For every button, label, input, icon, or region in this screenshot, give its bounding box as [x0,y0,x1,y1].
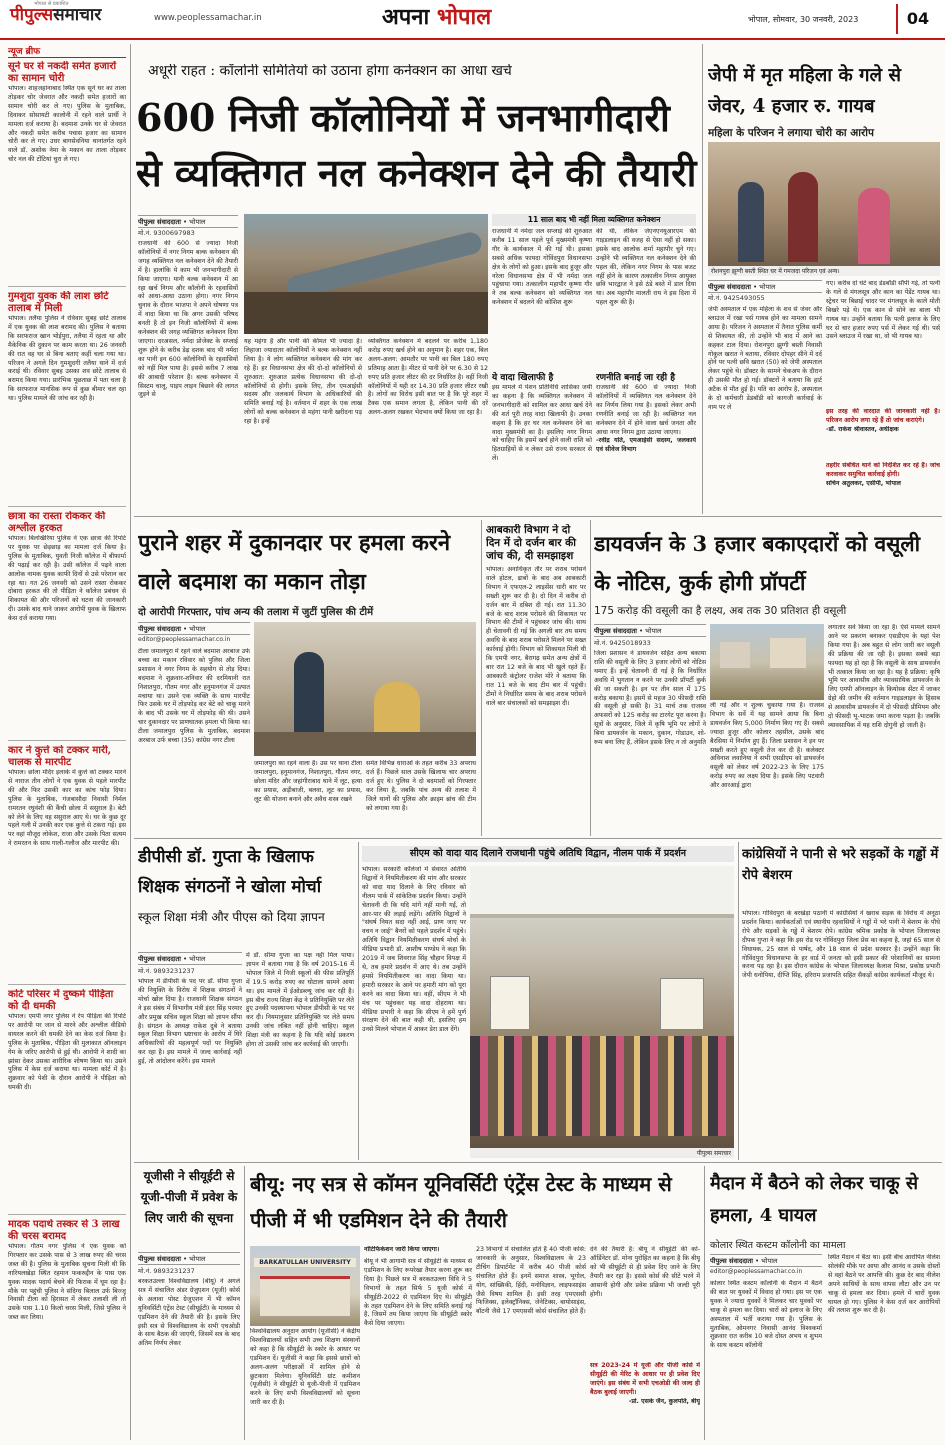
lead-sub-banner: 11 साल बाद भी नहीं मिला व्यक्तिगत कनेक्शन [492,214,696,226]
column-divider [738,842,739,1160]
kolar-email: editor@peoplessamachar.co.in [710,1268,803,1275]
brief-title: कोर्ट परिसर में दुष्कर्म पीड़िता को दी धमकी [8,989,114,1012]
demolition-photo [254,622,476,756]
jp-byline: पीपुल्स संवाददाता • भोपाल [708,280,822,293]
quote-signature: सचिन अतुलकर, एसीपी, भोपाल [826,479,901,487]
diversion-body-col3: लगातार सर्वे किया जा रहा है। ऐसे मामले सामने आने पर प्रकरण बनाकर एसडीएम के यहां पेश किया गया है। अब बहुत से लोग जारी कर वसूली की प्रक्रिया की जा रही है। इसका सबसे बड़ा फायदा यह हो रहा है कि वसूली के साथ डायवर्जन भी तत्काल किया जा रहा है। यह है प्रक्रिया: कृषि भूमि पर आवासीय और व्यावसायिक डायवर्जन के लिए एमपी ऑनलाइन के कियोस्क सेंटर में जाकर ग्रेहो की जमीन की वर्तमान गाइडलाइन के हिसाब से आवासीय डायवर्जन में दो फीसदी प्रीमियम और दो फीसदी भू-भाटक जमा करना पड़ता है। जबकि व्यावसायिक में यह राशि दोगुनी हो जाती है। [828,624,940,729]
row-divider [134,516,942,517]
lead-mobile: मो.नं. 9300697983 [138,229,195,237]
column-divider [358,842,359,1160]
old-city-body-col2: जमालपुरा का रहने वाला है। उस पर थाना टीला जमालपुरा, हनुमानगंज, निशातपुरा, गौतम नगर, छोला मंदिर और जहांगीराबाद थाने में लूट, हत्या का प्रयास, अड़ीबाजी, बलवा, लूट का प्रयास, लूट की योजना बनाने और अवैध शस्त्र रखने [254,760,362,803]
person-shape [738,182,764,262]
column-divider [130,44,131,1440]
page-number: 04 [896,4,938,34]
brief-title: सूने घर से नकदी समेत हजारों का सामान चोरी [8,61,117,84]
brief-body: भोपाल। गौतम नगर पुलिस ने एक युवक को गिरफ्तार कर उसके पास से 3 लाख रुपए की चरस जब्त की है। पुलिस के मुताबिक सूचना मिली थी कि नारियलखेड़ा स्थित रहमान फकरुद्दीन के पास एक युवक मादक पदार्थ बेचने की फिराक में घूम रहा है। मौके पर पहुंची पुलिस ने संदिग्ध बिलाल उर्फ बिज्जू निवासी टीला को हिरासत में लेकर तलाशी ली तो उसके पास 1.10 किलो चरस मिली, जिसे पुलिस ने जब्त कर लिया। [8,1243,126,1322]
brief-body: भोपाल। छोला मंदिर इलाके में कुत्ते को टक्कर मारने से नाराज तीन लोगों ने एक युवक से पहले मारपीट की और फिर उसकी कार का कांच फोड़ दिया। पुलिस के मुताबिक, गंजबासौदा निवासी निर्मल रामरतन रघुवंशी की कैंची छोला में ससुराल है। बेटी को लेने के लिए वह ससुराल आए थे। घर के कुछ दूर पहले गली में उनकी कार एक कुत्ते से टकरा गई। इस पर वहां मौजूद लोकेश, राजा और उसके पिता सत्यम ने रामरतन के साथ गाली-गलौज और मारपीट की। [8,769,126,848]
old-city-byline: पीपुल्स संवाददाता • भोपाल [138,622,250,635]
old-city-headline: पुराने शहर में दुकानदार पर हमला करने वाले बदमाश का मकान तोड़ा [138,530,451,595]
gupta-subheadline: स्कूल शिक्षा मंत्री और पीएस को दिया ज्ञापन [138,910,325,924]
diversion-mobile: मो.नं. 9425018933 [594,639,651,647]
bu-quote-signature: -प्रो. एसके जैन, कुलपति, बीयू [628,1397,700,1405]
brief-body: भोपाल। शाहजहांनाबाद स्थित एक सूने घर का ताला तोड़कर चोर जेवरात और नकदी समेत हजारों का सामान चोरी कर ले गए। पुलिस के मुताबिक, दिवाकर सोसायटी कालोनी में रहने वाले प्रार्थी ने मामला दर्ज कराया है। बदमाश उनके घर से जेवरात और नकदी समेत करीब पचास हजार का सामान चोरी कर ले गए। उधर बागसेवनिया थानांतर्गत रहने वाले डॉ. अशोक नेमा के मकान का ताला तोड़कर चोर नल की टोंटियां चुरा ले गए। [8,85,126,164]
lead-body-col1: राजधानी की 600 से ज्यादा निजी कॉलोनियों में नगर निगम बल्क कनेक्शन की जगह व्यक्तिगत नल कनेक्शन देने की तैयारी में है। हालांकि ये काम भी जनभागीदारी से किया जाएगा। यानी बल्क कनेक्शन में आ रहा खर्च निगम और कॉलोनी के रहवासियों को आधा-आधा उठाना होगा। नगर निगम चुनाव के दौरान भाजपा ने अपने घोषणा पत्र में वादा किया था कि अगर उसकी परिषद बनती है तो इन निजी कॉलोनियों में बल्क कनेक्शन की जगह व्यक्तिगत कनेक्शन दिया जाएगा। दरअसल, नर्मदा प्रोजेक्ट के सप्लाई शुरू होने के करीब डेढ़ दशक बाद भी नर्मदा का पानी इन 600 कॉलोनियों के रहवासियों को नहीं मिल पाया है। इससे करीब 7 लाख की आबादी परेशान है। बल्क कनेक्शन में सिस्टम चालू, पाइप लाइन बिछाने की लागत जुड़ने से [138,240,238,399]
quote-text: इस तरह की वारदात की जानकारी नहीं है। परिजन आरोप लगा रहे हैं तो जांच कराएंगे। [826,408,940,424]
byline-name: पीपुल्स संवाददाता [138,1255,182,1263]
box-promise [492,372,592,504]
row-divider [134,1162,942,1163]
byline-city: भोपाल [759,283,776,291]
rubble-shape [254,732,476,756]
column-divider [244,1166,245,1440]
masthead [0,0,945,40]
brief-body: भोपाल। एमपी नगर पुलिस ने रेप पीड़िता की रिपोर्ट पर आरोपी पर जान से मारने और अश्लील वीडियो वायरल करने की धमकी देने का केस दर्ज किया है। पुलिस के मुताबिक, पीड़िता की मुलाकात ऑनलाइन गेम के जरिए आरोपी से हुई थी। आरोपी ने शादी का झांसा देकर उसका शारीरिक शोषण किया था। उसने पुलिस में केस दर्ज कराया था। मामला कोर्ट में है। शुक्रवार को पेशी के दौरान आरोपी ने पीड़िता को धमकी दी। [8,1013,126,1092]
brief-body: भोपाल। तलैया पुलिस ने रविवार सुबह छोटे तालाब में एक युवक की लाश बरामद की। पुलिस ने बताया कि सरफराज खान भोईपुरा, तलैया में रहता था और मैकेनिक की दुकान पर काम करता था। 26 जनवरी की रात वह घर से बिना बताए कहीं चला गया था। परिजन ने अगले दिन गुमशुदगी तलैया थाने में दर्ज कराई थी। रविवार सुबह उसका शव छोटे तालाब से बरामद किया गया। प्रारंभिक पूछताछ में पता चला है कि सरफराज मानसिक रूप से कुछ बीमार चल रहा था। पुलिस मामले की जांच कर रही है। [8,315,126,403]
cm-body: भोपाल। सरकारी कॉलेजों में सेवारत अतिथि विद्वानों ने नियमितीकरण की मांग और सरकार को वादा याद दिलाने के लिए रविवार को नीलम पार्क में सांकेतिक प्रदर्शन किया। उन्होंने चेतावनी दी कि यदि मांगें नहीं मानी गईं, तो आर-पार की लड़ाई लड़ेंगे। अतिथि विद्वानों ने "संघर्ष नियत सदा नहीं आई, प्राण जाए पर वचन न जाई" बैनरों को पहले प्रदर्शन में पहुंचे। अतिथि विद्वान नियमितीकरण संघर्ष मोर्चा के मीडिया प्रभारी डॉ. आशीष पाण्डेय ने कहा कि 2019 में जब शिवराज सिंह चौहान विपक्ष में थे, तब हमारे प्रदर्शन में आए थे। तब उन्होंने हमसे नियमितीकरण का वादा किया था। हमारी सरकार के आने पर हमारी मांग को पूरा करने का वादा किया था। वहीं, सीएम ने भी मंच पर पहुंचकर यह वादा दोहराया था। मीडिया प्रभारी ने कहा कि सीएम ने हमें पूर्ण संरक्षण देने की बात कही थी, इसलिए हम उनसे मिलने भोपाल में आकर डेरा डाल देंगे। [362,866,466,1034]
byline-name: पीपुल्स संवाददाता [710,1257,754,1265]
trench-shape [244,292,488,334]
old-city-body-col3: समेत विभिन्न धाराओं के तहत करीब 33 अपराध दर्ज हैं। पिछले साल उसके खिलाफ चार अपराध दर्ज हुए थे। पुलिस ने दो बदमाशों को गिरफ्तार कर लिया है, जबकि पांच अन्य की तलाश में जिले थानों की पुलिस और क्राइम ब्रांच की टीम को लगाया गया है। [366,760,476,812]
kolar-subheadline: कोलार स्थित कस्टम कॉलोनी का मामला [710,1240,846,1251]
lead-sub-body-col2: की थी, लेकिन जेएनएनयूआरएम की गाइडलाइन की वजह से ऐसा नहीं हो सका। इसके बाद आलोक शर्मा महापौर चुने गए। उन्होंने भी व्यक्तिगत नल कनेक्शन देने की पहल की, लेकिन नगर निगम के पास बजट नहीं होने के कारण तत्कालीन निगम आयुक्त छवि भारद्वाज ने इसे ठंडे बस्ते में डाल दिया था। अब महापौर मालती राय ने इस दिशा में पहल शुरू की है। [596,228,696,307]
column-divider [590,520,591,836]
paper-logo [10,4,101,26]
ugc-body: बरकतउल्ला विश्वविद्यालय (बीयू) ने अगले सत्र में संचालित अंडर ग्रेजुएशन (यूजी) कोर्स के अलावा पोस्ट ग्रेजुएशन में भी कॉमन यूनिवर्सिटी एंट्रेंस टेस्ट (सीयूईटी) के माध्यम से एडमिशन देने की तैयारी की है। इसके लिए इसी सत्र से विश्वविद्यालय के सभी एचओडी के साथ बैठक की जाएगी, जिसमें सत्र के बाद अंतिम निर्णय लेकर [138,1278,240,1348]
university-sign-label: BARKATULLAH UNIVERSITY [254,1258,356,1267]
bu-col3 [590,1246,700,1438]
brief-item [8,61,126,287]
diversion-body-col2: ली गई और न शुल्क चुकाया गया है। राजस्व विभाग के सर्वे में यह सामने आया कि बिना डायवर्जन किए 5,000 निर्माण किए गए हैं। सबसे ज्यादा हुजूर और कोलार तहसील, उसके बाद बैरसिया में निर्माण हुए हैं। जिला प्रशासन ने इन पर सख्ती करते हुए वसूली तेज कर दी है। कलेक्टर अविनाश लवानिया ने सभी एसडीएम को डायवर्जन वसूली को लेकर वर्ष 2022-23 के लिए 175 करोड़ रुपए का लक्ष्य दिया है। इसके लिए पटवारी और आरआई द्वारा [710,702,824,790]
brief-item [8,745,126,985]
lead-sub-body-col1: राजधानी में नर्मदा जल सप्लाई की शुरुआत करीब 11 साल पहले पूर्व मुख्यमंत्री कृष्णा गौर के कार्यकाल में की गई थी। इसका सबसे अधिक फायदा गोविंदपुरा विधानसभा क्षेत्र के लोगों को हुआ। इसके बाद हुजूर और नरेला विधानसभा क्षेत्र में भी नर्मदा जल पहुंचाया गया। तत्कालीन महापौर कृष्णा गौर ने तब बल्क कनेक्शन को व्यक्तिगत नल कनेक्शन में बदलने की कोशिश शुरू [492,228,592,307]
kolar-body-col1: कोलार स्थित कस्टम कॉलोनी के मैदान में बैठने की बात पर युवकों में विवाद हो गया। इस पर एक युवक ने ज्यादा युवकों ने मिलकर चार युवकों पर चाकू से हमला कर दिया। चारों को इलाज के लिए अस्पताल में भर्ती कराया गया है। पुलिस के मुताबिक, ओमनगर निवासी आनंद विश्वकर्मा शुक्रवार रात करीब 10 बजे दोस्त अभय व शुभम के साथ कस्टम कॉलोनी [710,1280,822,1350]
brief-body: भोपाल। बिलखिरिया पुलिस ने एक छात्रा की रिपोर्ट पर युवक पर छेड़छाड़ का मामला दर्ज किया है। पुलिस के मुताबिक, युवती निजी कॉलेज में बीफार्मा की पढ़ाई कर रही है। उसी कॉलेज में पढ़ने वाला आलोक नामक युवक काफी दिनों से उसे परेशान कर रहा था। गत 26 जनवरी को उसने रास्ता रोककर दोबारा हरकत की तो पीड़िता ने कॉलेज प्रबंधन से शिकायत की और परिजनों को घटना की जानकारी दी। उसके बाद थाने जाकर आरोपी युवक के खिलाफ केस दर्ज कराया गया। [8,535,126,623]
box-body: इस मामले में पेंशन प्रतिनिधि शासिका जयी का कहना है कि व्यक्तिगत कनेक्शन में जनभागीदारी को शामिल कर आधा खर्च देने की शर्त पूरी तरह वादा खिलाफी है। उनका कहना है कि हर घर नल कनेक्शन देने का वादा मुख्यमंत्री का है। इसलिए नगर निगम को चाहिए कि इसमें खर्च होने वाली राशि को हितग्राहियों से न लेकर उसे राज्य सरकार से लें। [492,384,592,463]
quote-text: तहरीर संबंधित थाने को निर्देशित कर रहे हैं। जांच करवाकर समुचित कार्रवाई होगी। [826,462,940,478]
logo-part-1: पीपुल्स [10,5,54,25]
tagline: भोपाल से प्रकाशित [34,1,69,7]
byline-name: पीपुल्स संवाददाता [138,625,182,633]
byline-city: भोपाल [189,955,206,963]
crowd-shape [470,1036,734,1136]
photo-caption: पीपुल्स समाचार [470,1148,734,1158]
old-city-email: editor@peoplessamachar.co.in [138,636,231,643]
jp-quote-1 [826,408,940,458]
lead-headline: 600 निजी कॉलोनियों में जनभागीदारी से व्यक्तिगत नल कनेक्शन देने की तैयारी [136,95,697,195]
congress-body: भोपाल। गोविंदपुरा के बरखेड़ा पठानी में कांग्रेसियों ने खराब सड़क के विरोध में अनूठा प्रदर्शन किया। कार्यकर्ताओं एवं स्थानीय रहवासियों ने गड्ढों में भरे पानी में बेशरम के पौधे रोपे और सड़कों के गड्ढे में बेशरम रोपे। कांग्रेस श्रमिक प्रकोष्ठ के भोपाल जिलाध्यक्ष दीपक गुप्ता ने कहा कि इस रोड पर गोविंदपुरा जिला प्रेस का कहना है, जहां 65 साल से विधायक, 25 साल से पार्षद, और 18 साल से प्रदेश सरकार है। उन्होंने कहा कि गोविंदपुरा विधानसभा के हर वार्ड में जनता को इसी प्रकार की परेशानियों का सामना करना पड़ रहा है। इस दौरान कांग्रेस के भोपाल जिलाध्यक्ष कैलाश मिश्रा, प्रकोष्ठ प्रभारी जेपी धनोपिया, दीप्ति सिंह, हरिराम प्रजापति सहित सैकड़ों कांग्रेस कार्यकर्ता मौजूद थे। [742,910,940,980]
diversion-subheadline: 175 करोड़ की वसूली का है लक्ष्य, अब तक 30 प्रतिशत ही वसूली [594,605,847,617]
barkatullah-photo [250,1246,360,1326]
jp-quote-2 [826,462,940,512]
bu-headline: बीयू: नए सत्र से कॉमन यूनिवर्सिटी एंट्रेंस टेस्ट के माध्यम से पीजी में भी एडमिशन देने की तैयारी [250,1172,672,1232]
gupta-byline: पीपुल्स संवाददाता • भोपाल [138,952,242,965]
byline-city: भोपाल [189,625,206,633]
tent-roof-shape [470,866,734,918]
protest-photo [470,866,734,1158]
person-shape [858,188,890,264]
brief-item [8,291,126,507]
kolar-headline: मैदान में बैठने को लेकर चाकू से हमला, 4 घायल [710,1173,919,1226]
byline-name: पीपुल्स संवाददाता [708,283,752,291]
brief-title: छात्रा का रास्ता रोककर की अश्लील हरकत [8,511,106,534]
byline-city: भोपाल [645,627,662,635]
bu-body-col1: बीयू ने भी आगामी सत्र में सीयूईटी के माध्यम से एडमिशन के लिए रूपरेखा तैयार करना शुरू कर दिया है। पिछले सत्र में बरकतउल्ला विवि ने 5 विभागों के तहत सिर्फ 5 यूजी कोर्स में सीयूईटी-2022 से एडमिशन दिए थे। सीयूईटी के तहत एडमिशन देने के लिए समिति बनाई गई है, जिसमें तय किया जाएगा कि सीयूईटी स्कोर कैसे दिया जाएगा। [364,1258,472,1328]
jp-headline: जेपी में मृत महिला के गले से जेवर, 4 हजार रु. गायब [708,65,902,117]
ugc-byline: पीपुल्स संवाददाता • भोपाल [138,1252,240,1265]
jp-subheadline: महिला के परिजन ने लगाया चोरी का आरोप [708,127,874,139]
family-photo [708,142,940,276]
gupta-headline: डीपीसी डॉ. गुप्ता के खिलाफ शिक्षक संगठनों ने खोला मोर्चा [138,847,322,897]
box-signature: -रवींद्र यति, एमआईसी सदस्य, जलकार्य एवं सीवेज विभाग [596,437,696,454]
section-title [382,3,491,31]
brief-title: गुमशुदा युवक की लाश छोटे तालाब में मिली [8,291,109,314]
brief-item [8,511,126,741]
jp-body-col1: जेपी अस्पताल में एक महिला के शव से जेवर और ब्लाउज में रखा पर्स गायब होने का मामला सामने आया है। परिजन ने अस्पताल में तैनात पुलिस कर्मी से शिकायत की, तो उन्होंने भी बाद में आने का कहकर टाल दिया। रोशनपुरा झुग्गी बस्ती निवासी गोकुल खरात ने बताया, रविवार दोपहर सीने में दर्द होने पर पत्नी छवि खरात (50) को जेपी अस्पताल लेकर पहुंचे थे। डॉक्टर के सामने चेकअप के दौरान ही उसकी मौत हो गई। डॉक्टरों ने बताया कि हार्ट अटैक से मौत हुई है। पति का आरोप है, अस्पताल के दो कर्मचारी डेडबॉडी को कागजी कार्रवाई के नाम पर ले [708,306,822,411]
excise-body: भोपाल। अनाधिकृत तौर पर शराब परोसने वाले होटल, ढाबों के बाद अब आबकारी विभाग ने एफएल-2 लाइसेंस धारी बार पर सख्ती शुरू कर दी है। दो दिन में करीब दो दर्जन बार में दबिश दी गई। रात 11.30 बजे के बाद शराब परोसने की शिकायत पर विभाग की टीमों ने पहुंचकर जांच की। साथ ही चेतावनी दी गई कि अगली बार तय समय अवधि के बाद शराब परोसते मिलने पर सख्त कार्रवाई होगी। विभाग को शिकायत मिली थी कि एमपी नगर, बैरागढ़ समेत अन्य क्षेत्रों में बार रात 12 बजे के बाद भी खुले रहते हैं। आबकारी कंट्रोलर राजेश मोरे ने बताया कि रात 11 बजे के बाद टीम बार में पहुंची। टीमों ने निर्धारित समय के बाद शराब परोसने वाले बार संचालकों को समझाइश दी। [486,566,586,707]
kolar-byline: पीपुल्स संवाददाता • भोपाल [710,1254,822,1267]
building-shape [720,642,750,668]
excise-story [486,524,586,834]
banner-shape [660,978,704,1030]
congress-headline: कांग्रेसियों ने पानी से भरे सड़कों के गड्ढों में रोपे बेशरम [742,847,939,883]
ugc-photo-note: नोटिफिकेशन जारी किया जाएगा। [364,1246,440,1253]
banner-shape [490,976,530,1030]
jp-mobile: मो.नं. 9425493055 [708,294,765,302]
lead-byline: पीपुल्स संवाददाता • भोपाल [138,215,238,228]
ugc-mobile: मो.नं. 9893231237 [138,1267,195,1275]
brief-title: मादक पदार्थ तस्कर से 3 लाख की चरस बरामद [8,1219,120,1242]
brief-item [8,1219,126,1419]
kolar-body-col2: स्थित मैदान में बैठा था। इसी बीच आरोपित नीलेश सोलंकी मौके पर आया और आनंद व उसके दोस्तों से वहां बैठने पर आपत्ति की। कुछ देर बाद नीलेश अपने साथियों के साथ वापस लौटा और उन पर चाकू से हमला कर दिया। हमले में चारों युवक घायल हो गए। पुलिस ने केस दर्ज कर आरोपियों की तलाश शुरू कर दी है। [828,1254,940,1315]
lead-kicker: अधूरी राहत : कॉलोनी समितियों को उठाना होगा कनेक्शन का आधा खर्च [148,64,512,79]
lead-body-col3: व्यक्तिगत कनेक्शन में बदलने पर करीब 1,180 करोड़ रुपए खर्च होने का अनुमान है। शहर एक, बिल अलग-अलग: आमतौर पर पानी का बिल 180 रुपए प्रतिमाह आता है। मीटर से पानी देने पर 6.30 से 12 रुपए प्रति हजार लीटर की दर निर्धारित है। वहीं निजी कॉलोनियों में यही दर 14.30 प्रति हजार लीटर रखी है। लोगों का विरोध इसी बात पर है कि पूरे शहर में टैक्स एक समान लगता है, लेकिन पानी की दरें अलग-अलग रखकर भेदभाव क्यों किया जा रहा है। [368,338,488,417]
brief-item [8,989,126,1215]
row-divider [134,838,942,839]
pipeline-photo [244,214,488,334]
diversion-headline: डायवर्जन के 3 हजार बकाएदारों को वसूली के नोटिस, कुर्क होगी प्रॉपर्टी [594,531,921,595]
dateline: भोपाल, सोमवार, 30 जनवरी, 2023 [748,15,859,24]
section-title-a: अपना [382,4,430,30]
byline-city: भोपाल [761,1257,778,1265]
box-body: राजधानी की 600 से ज्यादा निजी कॉलोनियों में व्यक्तिगत नल कनेक्शन देने का निर्णय लिया गया है। इसको लेकर अभी रणनीति बनाई जा रही है। व्यक्तिगत नल कनेक्शन देने में होने वाला खर्च जनता और आधा नगर निगम द्वारा उठाया जाएगा। [596,384,696,436]
lead-body-col2: यह महंगा है और पानी की कीमत भी ज्यादा है। लिहाजा ज्यादातर कॉलोनियों ने बल्क कनेक्शन नहीं लिया है। ये लोग व्यक्तिगत कनेक्शन की मांग कर रहे हैं। हर विधानसभा क्षेत्र की दो-दो कॉलोनियों से शुरुआत: शुरुआत प्रत्येक विधानसभा की दो-दो कॉलोनियों से होगी। इसके लिए, तीन एमआईसी सदस्य और जलकार्य विभाग के अधिकारियों की समिति बनाई गई है। वर्तमान में शहर के एक लाख लोगों को बल्क कनेक्शन से महंगा पानी खरीदना पड़ रहा है। इन्हें [244,338,362,426]
building-shape [260,1276,350,1316]
brief-title: कार ने कुत्ते को टक्कर मारी, चालक से मारपीट [8,745,112,768]
ugc-body-col2: विश्वविद्यालय अनुदान आयोग (यूजीसी) ने केंद्रीय विश्वविद्यालयों सहित सभी उच्च शिक्षण संस्थानों को कहा है कि सीयूईटी के स्कोर के आधार पर एडमिशन दें। यूजीसी ने कहा कि इससे छात्रों को अलग-अलग परीक्षाओं में शामिल होने से छुटकारा मिलेगा। यूनिवर्सिटी ग्रांट कमीशन (यूजीसी) ने सीयूईटी से यूजी-पीजी में एडमिशन करने के लिए सभी विश्वविद्यालयों को सूचना जारी कर दी है। [250,1328,360,1407]
building-shape [770,638,806,668]
website-link[interactable]: www.peoplessamachar.in [154,13,262,23]
gupta-body-col1: भोपाल में डीपीसी के पद पर डॉ. सीमा गुप्ता की नियुक्ति के विरोध में शिक्षक संगठनों ने मोर्चा खोल दिया है। राजधानी शिक्षक संगठन ने इस संबंध में विभागीय मंत्री इंदर सिंह परमार और प्रमुख सचिव स्कूल शिक्षा को ज्ञापन सौंपा है। संगठन के अध्यक्ष राकेश दुबे ने बताया स्कूल शिक्षा विभाग भ्रष्टाचार के आरोप में घिरे अधिकारियों की महत्वपूर्ण पदों पर नियुक्ति कर रहा है। इस मामले में जल्द कार्रवाई नहीं हुई, तो आंदोलन करेंगे। इस मामले [138,978,242,1066]
byline-city: भोपाल [189,218,206,226]
gupta-body-col2: में डॉ. सीमा गुप्ता का पक्ष नहीं मिल पाया। ज्ञापन में बताया गया है कि वर्ष 2015-16 में भोपाल जिले में निजी स्कूलों की फीस प्रतिपूर्ति में 19.5 करोड़ रुपए का घोटाला सामने आया था। इस मामले में ईओडब्ल्यू जांच कर रही है। इस बीच राज्य शिक्षा केंद्र ने प्रतिनियुक्ति पर लेते हुए उनकी पदस्थापना भोपाल डीपीसी के पद पर कर दी। नियमानुसार प्रतिनियुक्ति पर लेते समय उनकी जांच लंबित नहीं होनी चाहिए। स्कूल शिक्षा मंत्री का कहना है कि यदि कोई प्रकरण होगा तो उसकी जांच कर कार्रवाई की जाएगी। [246,952,354,1049]
diversion-byline: पीपुल्स संवाददाता • भोपाल [594,624,706,637]
bu-body-col3: देने की तैयारी है: बीयू ने सीयूईटी की को-ऑर्डिनेटर डॉ. मोना पुरोहित का कहना है कि बीयू को भी सीयूईटी से ही प्रवेश दिए जाने के लिए तैयारी कर रहा है। इससे कोर्स की सीटें भरने में आसानी होगी और प्रवेश प्रक्रिया भी जल्दी पूरी होगी। [590,1246,700,1298]
byline-name: पीपुल्स संवाददाता [594,627,638,635]
column-divider [702,44,703,514]
box-title: रणनीति बनाई जा रही है [596,373,675,383]
column-divider [704,1166,705,1440]
byline-name: पीपुल्स संवाददाता [138,955,182,963]
old-city-subheadline: दो आरोपी गिरफ्तार, पांच अन्य की तलाश में जुटीं पुलिस की टीमें [138,607,374,618]
ugc-headline: यूजीसी ने सीयूईटी से यूजी-पीजी में प्रवेश के लिए जारी की सूचना [140,1169,238,1225]
person-shape [788,172,818,262]
diversion-body-col1: जिला प्रशासन ने डायवर्जन सहित अन्य बकाया राशि की वसूली के लिए 3 हजार लोगों को नोटिस थमाए हैं। इन्हें चेतावनी दी गई है कि निर्धारित अवधि में भुगतान न करने पर उनकी प्रॉपर्टी कुर्क की जा सकती है। इन पर तीन साल में 175 करोड़ बकाया है। इसमें से महज 30 फीसदी राशि की वसूली हो सकी है। 31 मार्च तक राजस्व अफसरों को 125 करोड़ का टारगेट पूरा करना है। सूत्रों के अनुसार, जिले में कृषि भूमि पर लोगों ने बिना डायवर्जन के मकान, दुकान, गोडाउन, शो-रूम बना लिए हैं, लेकिन इसके लिए न तो अनुमति [594,650,706,747]
land-photo [710,624,824,700]
section-title-b: भोपाल [436,4,492,30]
box-title: ये वादा खिलाफी है [492,373,554,383]
news-brief-label: न्यूज ब्रीफ [8,44,126,58]
box-strategy [596,372,696,504]
news-brief-column [8,44,126,1440]
byline-name: पीपुल्स संवाददाता [138,218,182,226]
pipe-shape [284,230,483,300]
logo-part-2: समाचार [53,5,102,25]
column-divider [481,520,482,836]
old-city-body-col1: टीला जमालपुरा में रहने वाले बदमाश अरबाज उर्फ बच्चा का मकान रविवार को पुलिस और जिला प्रशासन ने नगर निगम के सहयोग से तोड़ दिया। बदमाश ने शुक्रवार-शनिवार की दरमियानी रात निशातपुरा, गौतम नगर और हनुमानगंज में उत्पात मचाया था। उसने एक व्यक्ति के साथ मारपीट फिर उसके घर में तोड़फोड़ कर बेटे को चाकू मारने के बाद भी उसके घर में तोड़फोड़ की थी। उसने चार दुकानदार पर प्राणघातक हमला भी किया था। टीला जमालपुरा पुलिस के मुताबिक, बदमाश अरबाज उर्फ बच्चा (35) कांग्रेस नगर टीला [138,648,250,745]
quote-signature: -डॉ. राकेश श्रीवास्तव, अधीक्षक [826,425,899,433]
byline-city: भोपाल [189,1255,206,1263]
gupta-mobile: मो.नं. 9893231237 [138,967,195,975]
excise-headline: आबकारी विभाग ने दो दिन में दो दर्जन बार की जांच की, दी समझाइश [486,524,576,562]
jp-body-col2: गए। करीब दो घंटे बाद डेडबॉडी सौंपी गई, तो पत्नी के गले से मंगलसूत्र और कान का पेंडेंट गायब था। स्ट्रेचर पर बिछाई चादर पर मंगलसूत्र के काले मोती बिखरे पड़े थे। एक कान से सोने का बाला भी गायब था। उन्होंने बताया कि पत्नी इलाज के लिए घर से चार हजार रुपए पर्स में लेकर गई थी। पर्स उसने ब्लाउज में रखा था, वो भी गायब था। [826,280,940,341]
cm-banner: सीएम को वादा याद दिलाने राजधानी पहुंचे अतिथि विद्वान, नीलम पार्क में प्रदर्शन [362,846,734,862]
bu-quote: सत्र 2023-24 में यूजी और पीजी कोर्स में सीयूईटी की मेरिट के आधार पर ही प्रवेश दिए जाएंगे। इस संबंध में सभी एचओडी की जल्द ही बैठक बुलाई जाएगी। [590,1362,700,1396]
photo-caption: रोशनपुरा झुग्गी बस्ती स्थित घर में गमजदा परिजन एवं अन्य। [708,266,940,276]
bu-body-col2: 23 विभागों में संचालित होते हैं 40 पीजी कोर्स: जानकारी के अनुसार, विश्वविद्यालय के 23 टीचिंग डिपार्टमेंट में करीब 40 पीजी कोर्स संचालित होते हैं। इनमें समाज शास्त्र, भूगोल, योग, सांख्यिकी, हिंदी, मनोविज्ञान, लाइफसाइंस जैसे विषय शामिल हैं। इसी तरह एमएससी फिजिक्स, इलेक्ट्रॉनिक्स, जेनेटिक्स, बायोसाइंस, बॉटनी जैसे 17 एमएससी कोर्स संचालित होते हैं। [476,1246,586,1316]
